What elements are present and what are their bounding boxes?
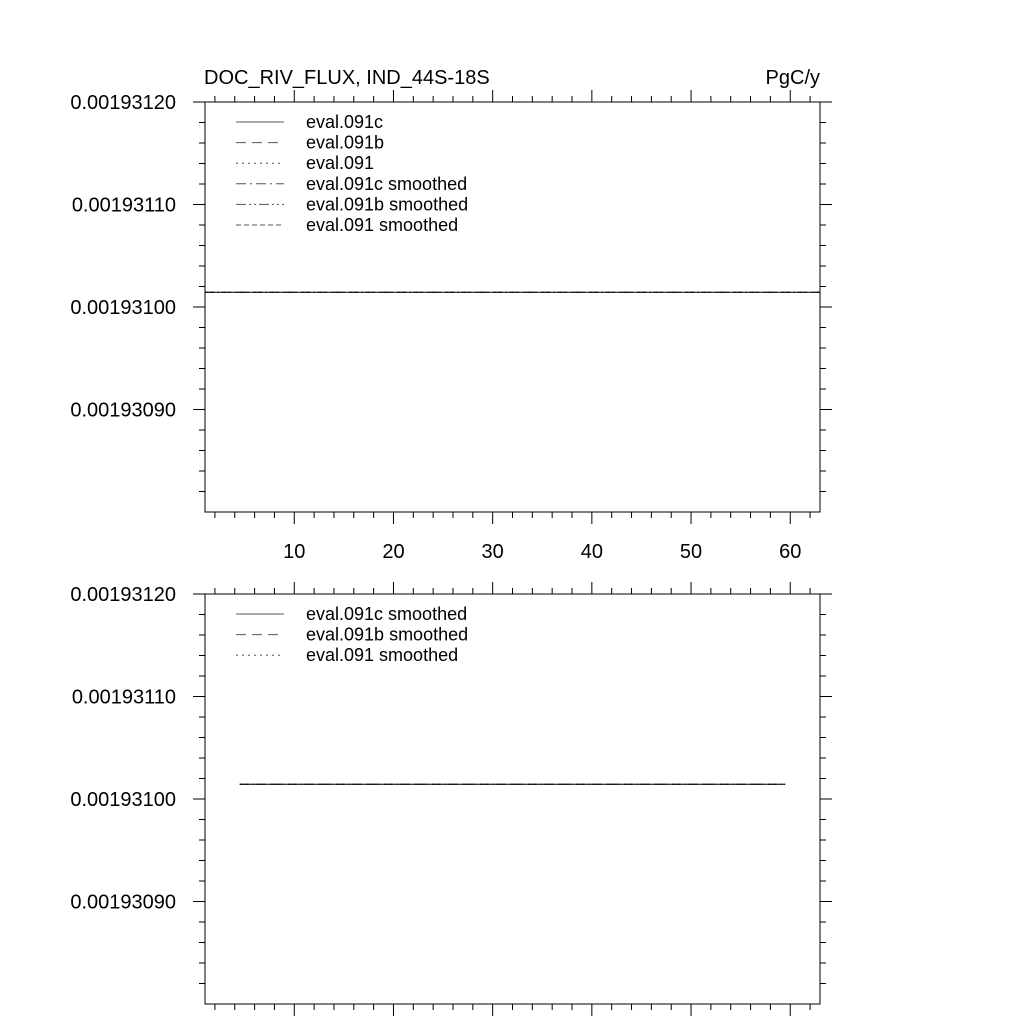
y-tick-label: 0.00193100 bbox=[70, 789, 176, 811]
legend-label: eval.091 smoothed bbox=[306, 215, 459, 235]
chart-title-right: PgC/y bbox=[765, 67, 820, 89]
y-tick-label: 0.00193090 bbox=[70, 399, 176, 422]
legend-label: eval.091c smoothed bbox=[306, 173, 468, 194]
x-tick-label: 30 bbox=[481, 541, 504, 563]
y-tick-label: 0.00193110 bbox=[71, 194, 176, 217]
legend-label: eval.091b smoothed bbox=[306, 194, 469, 215]
x-tick-label: 60 bbox=[779, 541, 802, 563]
x-tick-label: 10 bbox=[283, 541, 306, 563]
y-tick-label: 0.00193120 bbox=[70, 584, 176, 606]
y-tick-label: 0.00193090 bbox=[70, 891, 176, 914]
plot-frame bbox=[205, 594, 820, 1004]
legend-label: eval.091 smoothed bbox=[306, 645, 459, 666]
y-tick-label: 0.00193100 bbox=[70, 297, 176, 319]
chart-title-left: DOC_RIV_FLUX, IND_44S-18S bbox=[204, 67, 490, 89]
y-tick-label: 0.00193120 bbox=[70, 92, 176, 114]
legend-label: eval.091b smoothed bbox=[306, 624, 469, 645]
legend-label: eval.091b bbox=[306, 132, 385, 153]
legend-label: eval.091c smoothed bbox=[306, 604, 468, 624]
plot-frame bbox=[205, 102, 820, 512]
legend-label: eval.091c bbox=[306, 112, 384, 132]
legend-label: eval.091 bbox=[306, 153, 375, 174]
x-tick-label: 40 bbox=[580, 541, 603, 563]
y-tick-label: 0.00193110 bbox=[71, 686, 176, 709]
x-tick-label: 50 bbox=[679, 541, 703, 563]
x-tick-label: 20 bbox=[382, 541, 405, 563]
